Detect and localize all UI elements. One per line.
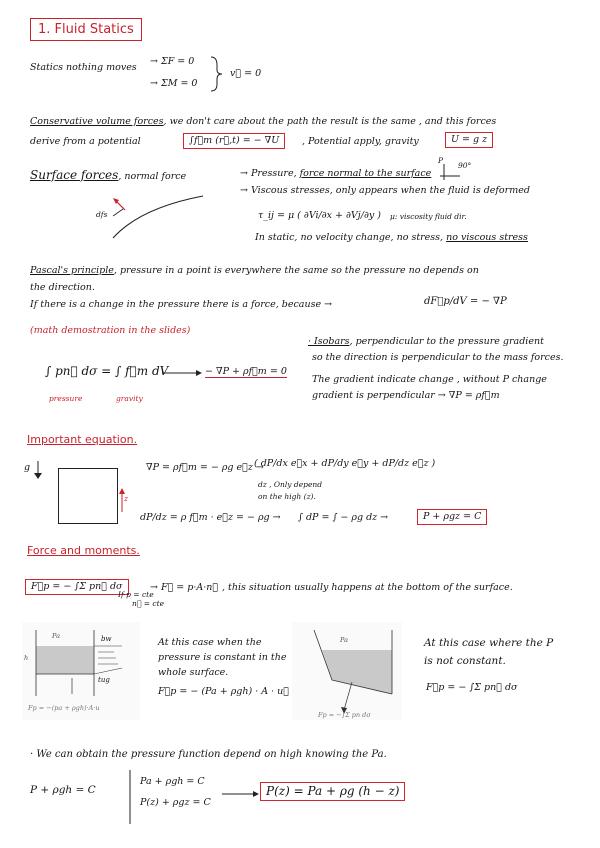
pascal-grad: dF⃗p/dV = − ∇P	[424, 296, 507, 307]
math-note: (math demostration in the slides)	[30, 325, 191, 336]
pascal-line2: the direction.	[30, 282, 95, 293]
static-line	[255, 232, 528, 244]
mu-note: μ: viscosity fluid dir.	[390, 212, 467, 221]
isobars-text: , perpendicular to the pressure gradient	[349, 336, 544, 347]
fig2-text1: At this case where the P	[424, 637, 554, 649]
fig1-h: h	[24, 654, 29, 662]
force-if: If p = cte	[118, 590, 154, 599]
pressure-line	[240, 168, 431, 180]
math-result-text: − ∇P + ρf⃗m = 0	[205, 366, 287, 377]
math-arrow	[162, 368, 202, 378]
pressure-fn-sys1: Pa + ρgh = C	[140, 776, 205, 787]
system-brace	[124, 768, 138, 826]
fig1-text2: pressure is constant in the	[158, 652, 287, 663]
angle-label: 90°	[458, 161, 472, 170]
fluid-box	[58, 468, 118, 524]
force-fp: F⃗p = − ∫Σ pn⃗ dσ	[25, 579, 129, 595]
conservative-formula: ∫f⃗m (r⃗,t) = − ∇U	[183, 133, 285, 149]
pascal-line3: If there is a change in the pressure there is a force, because →	[30, 299, 333, 310]
tau-formula: τ_ij = μ ( ∂Vi/∂x + ∂Vj/∂y )	[258, 210, 381, 221]
conservative-rest: , we don't care about the path the result is the same , and this forces	[163, 116, 497, 127]
surface-normal: , normal force	[118, 171, 187, 182]
important-heading: Important equation.	[27, 433, 138, 446]
pressure-label: → Pressure,	[240, 168, 297, 179]
statics-eq1: → ΣF = 0	[150, 56, 195, 67]
fig1-pa: Pa	[52, 632, 60, 640]
conservative-head: Conservative volume forces	[30, 116, 164, 127]
static-text: In static, no velocity change, no stress,	[255, 232, 444, 243]
gravity-potential: U = g z	[445, 132, 493, 148]
gravity-arrow-icon	[32, 460, 44, 480]
fig1-tug: tug	[98, 676, 110, 684]
pressure-fn-lead: · We can obtain the pressure function depend on high knowing the Pa.	[30, 749, 387, 760]
pressure-fn-arrow	[222, 789, 260, 799]
force-arrow: → F⃗ = p·A·n⃗	[150, 582, 219, 593]
surface-line	[30, 168, 186, 183]
pressure-fn-sys2: P(z) + ρgz = C	[140, 797, 211, 808]
important-note1: dz , Only depend	[258, 480, 323, 489]
viscous-line: → Viscous stresses, only appears when the fluid is deformed	[240, 185, 530, 196]
isobars-head: · Isobars	[308, 336, 350, 347]
pascal-rest: , pressure in a point is everywhere the same so the pressure no depends on	[113, 265, 479, 276]
fig1-text1: At this case when the	[158, 637, 262, 648]
conservative-line1	[30, 116, 496, 128]
important-note2: on the high (z).	[258, 492, 316, 501]
math-eq: ∫ pn⃗ dσ = ∫ f⃗m dV	[45, 364, 169, 378]
fig1-formula: F⃗p = − (Pa + ρgh) · A · u⃗	[158, 686, 289, 697]
important-result: P + ρgz = C	[417, 509, 487, 525]
statics-eq2: → ΣM = 0	[150, 78, 198, 89]
gradient-line1: The gradient indicate change , without P change	[312, 374, 547, 385]
fig2-text2: is not constant.	[424, 655, 506, 667]
conservative-line2: derive from a potential	[30, 136, 141, 147]
force-if2: n⃗ = cte	[132, 599, 165, 608]
statics-lead: Statics nothing moves	[30, 62, 137, 73]
surface-head: Surface forces	[30, 168, 119, 182]
gravity-caption: gravity	[116, 394, 143, 403]
pressure-fn-result: P(z) = Pa + ρg (h − z)	[260, 782, 405, 801]
fig2-caption: Fp = −∫Σ pn dσ	[318, 711, 371, 719]
statics-result: v⃗ = 0	[230, 68, 262, 79]
fig1-text3: whole surface.	[158, 667, 229, 678]
fig1-bw: bw	[101, 635, 112, 643]
fig2-formula: F⃗p = − ∫Σ pn⃗ dσ	[426, 682, 518, 693]
isobars-line1	[308, 336, 544, 348]
static-underline: no viscous stress	[446, 232, 528, 243]
p-label: P	[438, 156, 444, 165]
force-heading: Force and moments.	[27, 544, 140, 557]
conservative-after: , Potential apply, gravity	[302, 136, 419, 147]
z-label: z	[124, 494, 128, 503]
page-title: 1. Fluid Statics	[30, 18, 142, 41]
dfs-label: dfs	[96, 210, 108, 219]
important-eq3: ∫ dP = ∫ − ρg dz →	[298, 512, 389, 523]
g-label: g	[24, 462, 31, 473]
important-eq1b: ( dP/dx e⃗x + dP/dy e⃗y + dP/dz e⃗z )	[254, 458, 436, 469]
isobars-line2: so the direction is perpendicular to the mass forces.	[312, 352, 564, 363]
pascal-head: Pascal's principle	[30, 265, 114, 276]
gradient-line2: gradient is perpendicular → ∇P = ρf⃗m	[312, 390, 500, 401]
fig1-caption: Fp = −(pa + ρgh)·A·u	[28, 704, 100, 712]
important-eq2: dP/dz = ρ f⃗m · e⃗z = − ρg →	[140, 512, 281, 523]
fig2-pa: Pa	[340, 636, 348, 644]
pressure-normal: force normal to the surface	[299, 168, 432, 179]
math-result	[205, 366, 287, 378]
force-rest: , this situation usually happens at the bottom of the surface.	[222, 582, 513, 593]
important-eq1: ∇P = ρf⃗m = − ρg e⃗z →	[146, 462, 264, 473]
pressure-caption: pressure	[49, 394, 83, 403]
pressure-fn-left: P + ρgh = C	[30, 784, 96, 796]
pascal-line1	[30, 265, 479, 277]
